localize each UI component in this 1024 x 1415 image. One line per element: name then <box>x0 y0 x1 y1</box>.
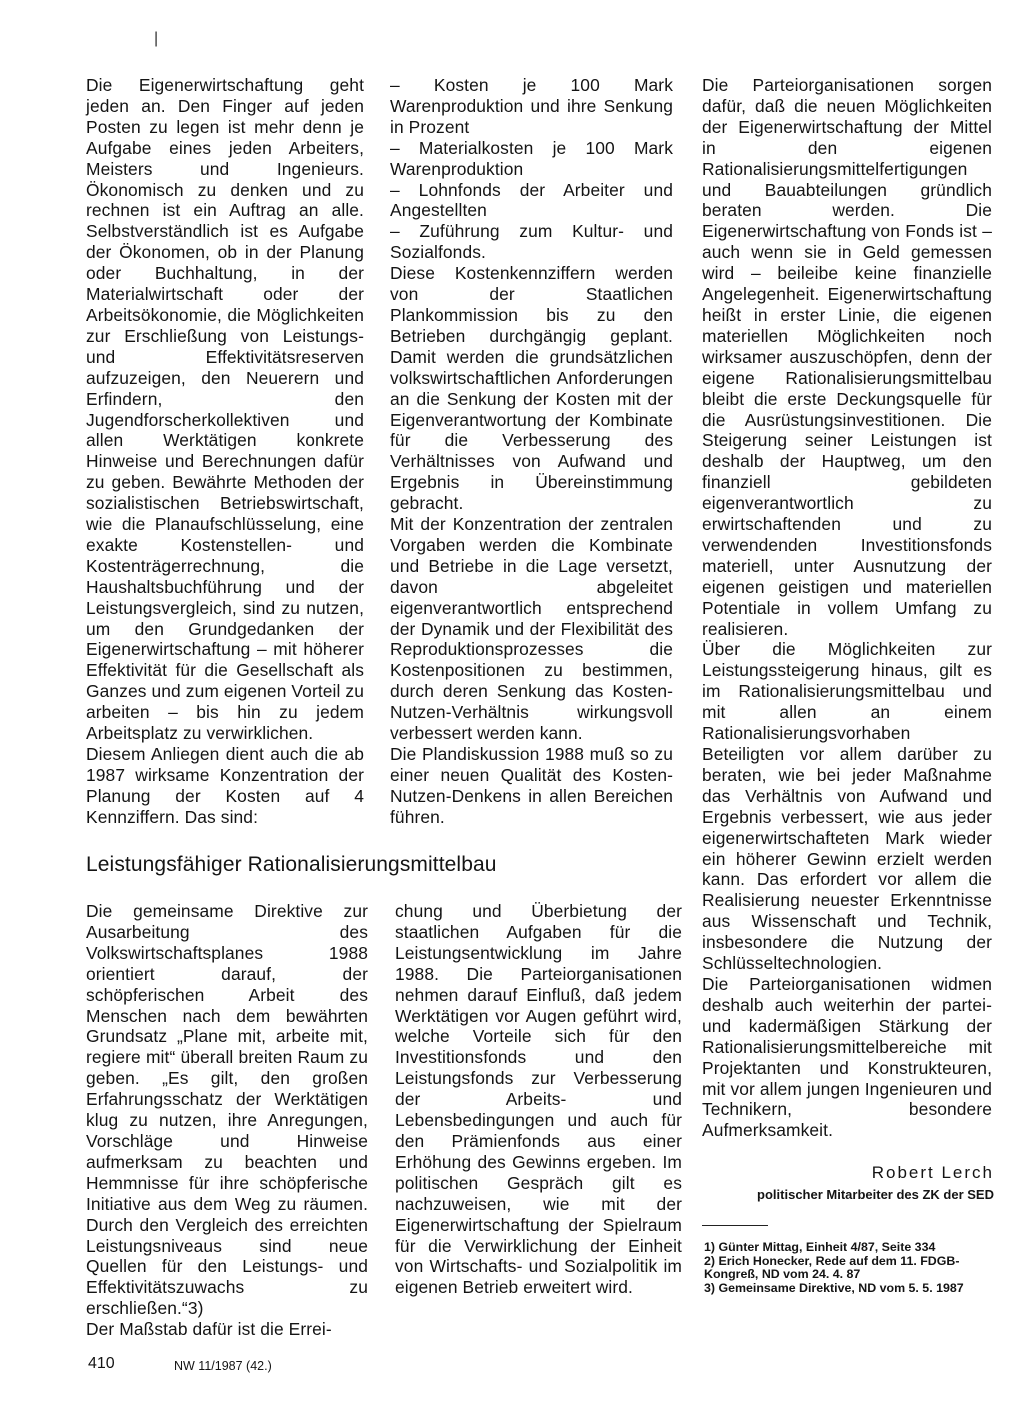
paragraph: Über die Möglichkeiten zur Leistungssteigerung hinaus, gilt es im Rationalisierungsmittelbau und mit allen an einem Rationalisierungsvorhaben Beteiligten vor allem darüber zu beraten, wie bei jeder Maßnahme das Verhältnis von Aufwand und Ergebnis verbessert, wie aus jeder eigenerwirtschafteten Mark wieder ein höherer Gewinn erzielt werden kann. Das erfordert vor allem die Realisierung neuester Erkenntnisse aus Wissenschaft und Technik, insbesondere die Nutzung der Schlüsseltechnologien. <box>702 639 992 974</box>
paragraph: Die gemeinsame Direktive zur Ausarbeitung des Volkswirtschaftsplanes 1988 orientiert darauf, der schöpferischen Arbeit des Menschen nach dem bewährten Grundsatz „Plane mit, arbeite mit, regiere mit“ überall breiten Raum zu geben. „Es gilt, den großen Erfahrungsschatz der Werktätigen klug zu nutzen, ihre Anregungen, Vorschläge und Hinweise aufmerksam zu beachten und Hemmnisse für ihre schöpferische Initiative aus dem Weg zu räumen. Durch den Vergleich des erreichten Leistungsniveaus sind neue Quellen für den Leistungs- und Effektivitätszuwachs zu erschließen.“3) <box>86 901 368 1319</box>
list-item: – Kosten je 100 Mark Warenproduktion und ihre Senkung in Prozent <box>390 75 673 137</box>
paragraph: Diese Kostenkennziffern werden von der Staatlichen Plankommission bis zu den Betrieben durchgängig geplant. Damit werden die grundsätzlichen volkswirtschaftlichen Anforderungen an die Senkung der Kosten mit der Eigenverantwortung der Kombinate für die Verbesserung des Verhältnisses von Aufwand und Ergebnis in Übereinstimmung gebracht. <box>390 263 673 514</box>
top-left-column <box>86 75 364 828</box>
author-name: Robert Lerch <box>871 1163 994 1182</box>
author-signature <box>757 1163 994 1202</box>
paragraph: Mit der Konzentration der zentralen Vorgaben werden die Kombinate und Betriebe in die Lage versetzt, davon abgeleitet eigenverantwortlich entsprechend der Dynamik und der Flexibilität des Reproduktionsprozesses die Kostenpositionen zu bestimmen, durch deren Senkung das Kosten-Nutzen-Verhältnis wirkungsvoll verbessert werden kann. <box>390 514 673 744</box>
footnote: 3) Gemeinsame Direktive, ND vom 5. 5. 1987 <box>704 1280 964 1295</box>
paragraph: Die Plandiskussion 1988 muß so zu einer neuen Qualität des Kosten-Nutzen-Denkens in allen Bereichen führen. <box>390 744 673 827</box>
top-middle-column <box>390 75 673 828</box>
footnotes <box>704 1241 994 1295</box>
footnote: 2) Erich Honecker, Rede auf dem 11. FDGB-Kongreß, ND vom 24. 4. 87 <box>704 1253 960 1281</box>
list-item: – Zuführung zum Kultur- und Sozialfonds. <box>390 221 673 263</box>
bottom-left-column <box>86 901 368 1340</box>
scan-mark: | <box>154 30 159 47</box>
paragraph: chung und Überbietung der staatlichen Aufgaben für die Leistungsentwicklung im Jahre 1988. Die Parteiorganisationen nehmen darauf Einfluß, daß jedem Werktätigen vor Augen geführt wird, welche Vorteile sich für den Investitionsfonds und den Leistungsfonds zur Verbesserung der Arbeits- und Lebensbedingungen und auch für den Prämienfonds aus einer Erhöhung des Gewinns ergeben. Im politischen Gespräch gilt es nachzuweisen, wie mit der Eigenerwirtschaftung der Spielraum für die Verwirklichung der Einheit von Wirtschafts- und Sozialpolitik im eigenen Betrieb erweitert wird. <box>395 901 682 1298</box>
right-column <box>702 75 992 1141</box>
section-heading: Leistungsfähiger Rationalisierungsmittelbau <box>86 853 497 876</box>
paragraph: Die Parteiorganisationen sorgen dafür, daß die neuen Möglichkeiten der Eigenerwirtschaftung der Mittel in den eigenen Rationalisierungsmittelfertigungen und Bauabteilungen gründlich beraten werden. Die Eigenerwirtschaftung von Fonds ist – auch wenn sie in Geld gemessen wird – beileibe keine finanzielle Angelegenheit. Eigenerwirtschaftung heißt in erster Linie, die eigenen materiellen Möglichkeiten noch wirksamer auszuschöpfen, denn der eigene Rationalisierungsmittelbau bleibt die erste Deckungsquelle für die Ausrüstungsinvestitionen. Die Steigerung seiner Leistungen ist deshalb der Hauptweg, um den finanziell gebildeten eigenverantwortlich zu erwirtschaftenden und zu verwendenden Investitionsfonds materiell, unter Ausnutzung der eigenen geistigen und materiellen Potentiale in vollem Umfang zu realisieren. <box>702 75 992 639</box>
footnote-divider <box>702 1225 768 1226</box>
author-role: politischer Mitarbeiter des ZK der SED <box>757 1187 994 1202</box>
footnote: 1) Günter Mittag, Einheit 4/87, Seite 334 <box>704 1240 936 1254</box>
bottom-middle-column <box>395 901 682 1298</box>
list-item: – Lohnfonds der Arbeiter und Angestellten <box>390 179 673 221</box>
paragraph: Die Parteiorganisationen widmen deshalb auch weiterhin der partei- und kadermäßigen Stärkung der Rationalisierungsmittelbereiche mit Projektanten und Konstrukteuren, mit vor allem jungen Ingenieuren und Technikern, besondere Aufmerksamkeit. <box>702 973 992 1141</box>
paragraph: Diesem Anliegen dient auch die ab 1987 wirksame Konzentration der Planung der Kosten auf 4 Kennziffern. Das sind: <box>86 744 364 827</box>
list-item: – Materialkosten je 100 Mark Warenproduktion <box>390 137 673 179</box>
journal-citation: NW 11/1987 (42.) <box>174 1359 272 1373</box>
page-number: 410 <box>88 1355 115 1372</box>
paragraph: Die Eigenerwirtschaftung geht jeden an. Den Finger auf jeden Posten zu legen ist mehr denn je Aufgabe eines jeden Arbeiters, Meisters und Ingenieurs. Ökonomisch zu denken und zu rechnen ist ein Auftrag an alle. Selbstverständlich ist es Aufgabe der Ökonomen, ob in der Planung oder Buchhaltung, in der Materialwirtschaft oder der Arbeitsökonomie, die Möglichkeiten zur Erschließung von Leistungs- und Effektivitätsreserven aufzuzeigen, den Neuerern und Erfindern, den Jugendforscherkollektiven und allen Werktätigen konkrete Hinweise und Berechnungen dafür zu geben. Bewährte Methoden der sozialistischen Betriebswirtschaft, wie die Planaufschlüsselung, eine exakte Kostenstellen- und Kostenträgerrechnung, die Haushaltsbuchführung und der Leistungsvergleich, sind zu nutzen, um den Grundgedanken der Eigenerwirtschaftung – mit höherer Effektivität für die Gesellschaft als Ganzes und zum eigenen Vorteil zu arbeiten – bis hin zu jedem Arbeitsplatz zu verwirklichen. <box>86 75 364 744</box>
paragraph: Der Maßstab dafür ist die Errei- <box>86 1319 332 1340</box>
